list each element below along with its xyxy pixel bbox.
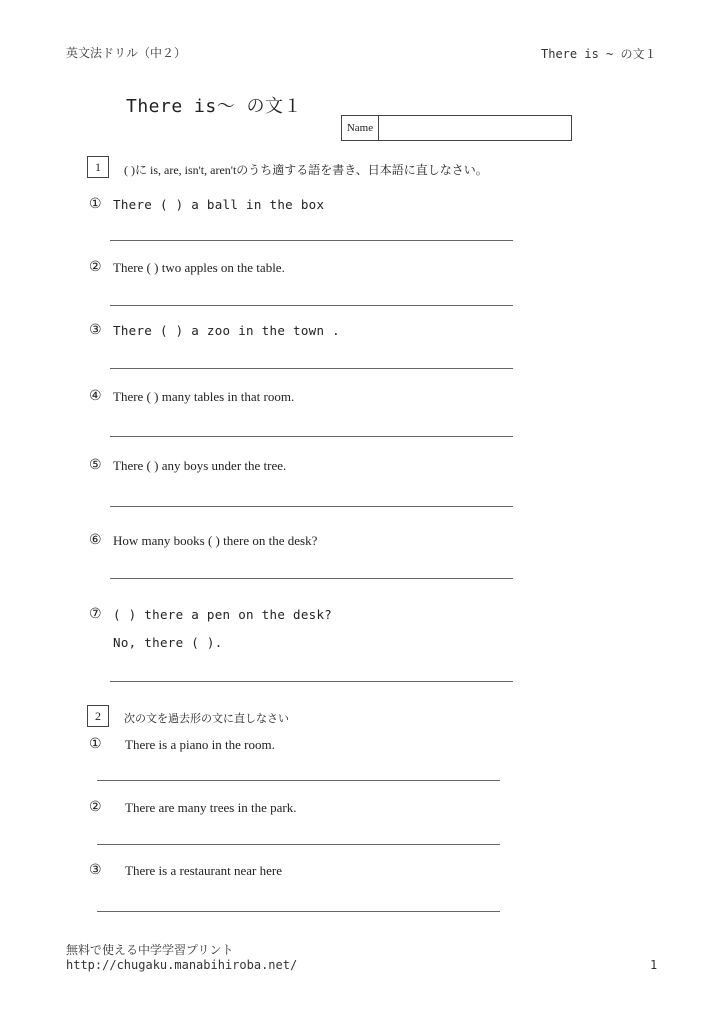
- question-number: ③: [89, 322, 102, 338]
- question-text: There ( ) any boys under the tree.: [113, 458, 287, 473]
- page-number: 1: [650, 958, 658, 972]
- name-box: [341, 115, 572, 141]
- answer-line[interactable]: [97, 844, 500, 845]
- footer-url[interactable]: http://chugaku.manabihiroba.net/: [66, 958, 298, 972]
- answer-line[interactable]: [110, 368, 513, 369]
- section-2-instruction: 次の文を過去形の文に直しなさい: [124, 712, 289, 725]
- question-text-2: No, there ( ).: [113, 635, 223, 650]
- answer-line[interactable]: [97, 911, 500, 912]
- question-text: There ( ) two apples on the table.: [113, 260, 285, 275]
- question-text: There is a restaurant near here: [125, 863, 282, 878]
- page-title: There is〜 の文１: [126, 96, 303, 117]
- question-number: ③: [89, 862, 102, 878]
- question-number: ⑦: [89, 606, 102, 622]
- section-1-instruction: ( )に is, are, isn't, aren'tのうち適する語を書き、日本語に直しなさい。: [124, 163, 488, 177]
- question-text: There ( ) a ball in the box: [113, 197, 325, 212]
- answer-line[interactable]: [110, 681, 513, 682]
- question-text: How many books ( ) there on the desk?: [113, 533, 318, 548]
- question-number: ②: [89, 259, 102, 275]
- question-text: ( ) there a pen on the desk?: [113, 607, 333, 622]
- answer-line[interactable]: [97, 780, 500, 781]
- section-2-number: 2: [87, 705, 109, 727]
- question-text: There ( ) many tables in that room.: [113, 389, 295, 404]
- name-field[interactable]: [379, 116, 571, 140]
- name-label: Name: [342, 116, 379, 140]
- answer-line[interactable]: [110, 578, 513, 579]
- section-1-number: 1: [87, 156, 109, 178]
- answer-line[interactable]: [110, 506, 513, 507]
- question-text: There are many trees in the park.: [125, 800, 297, 815]
- answer-line[interactable]: [110, 436, 513, 437]
- question-number: ①: [89, 196, 102, 212]
- question-number: ④: [89, 388, 102, 404]
- question-number: ①: [89, 736, 102, 752]
- question-text: There ( ) a zoo in the town .: [113, 323, 340, 338]
- question-number: ⑥: [89, 532, 102, 548]
- footer-site-name: 無料で使える中学学習プリント: [66, 943, 234, 957]
- answer-line[interactable]: [110, 240, 513, 241]
- header-left: 英文法ドリル（中２）: [66, 46, 187, 60]
- header-right: There is ~ の文１: [541, 47, 657, 61]
- answer-line[interactable]: [110, 305, 513, 306]
- question-number: ⑤: [89, 457, 102, 473]
- question-number: ②: [89, 799, 102, 815]
- question-text: There is a piano in the room.: [125, 737, 275, 752]
